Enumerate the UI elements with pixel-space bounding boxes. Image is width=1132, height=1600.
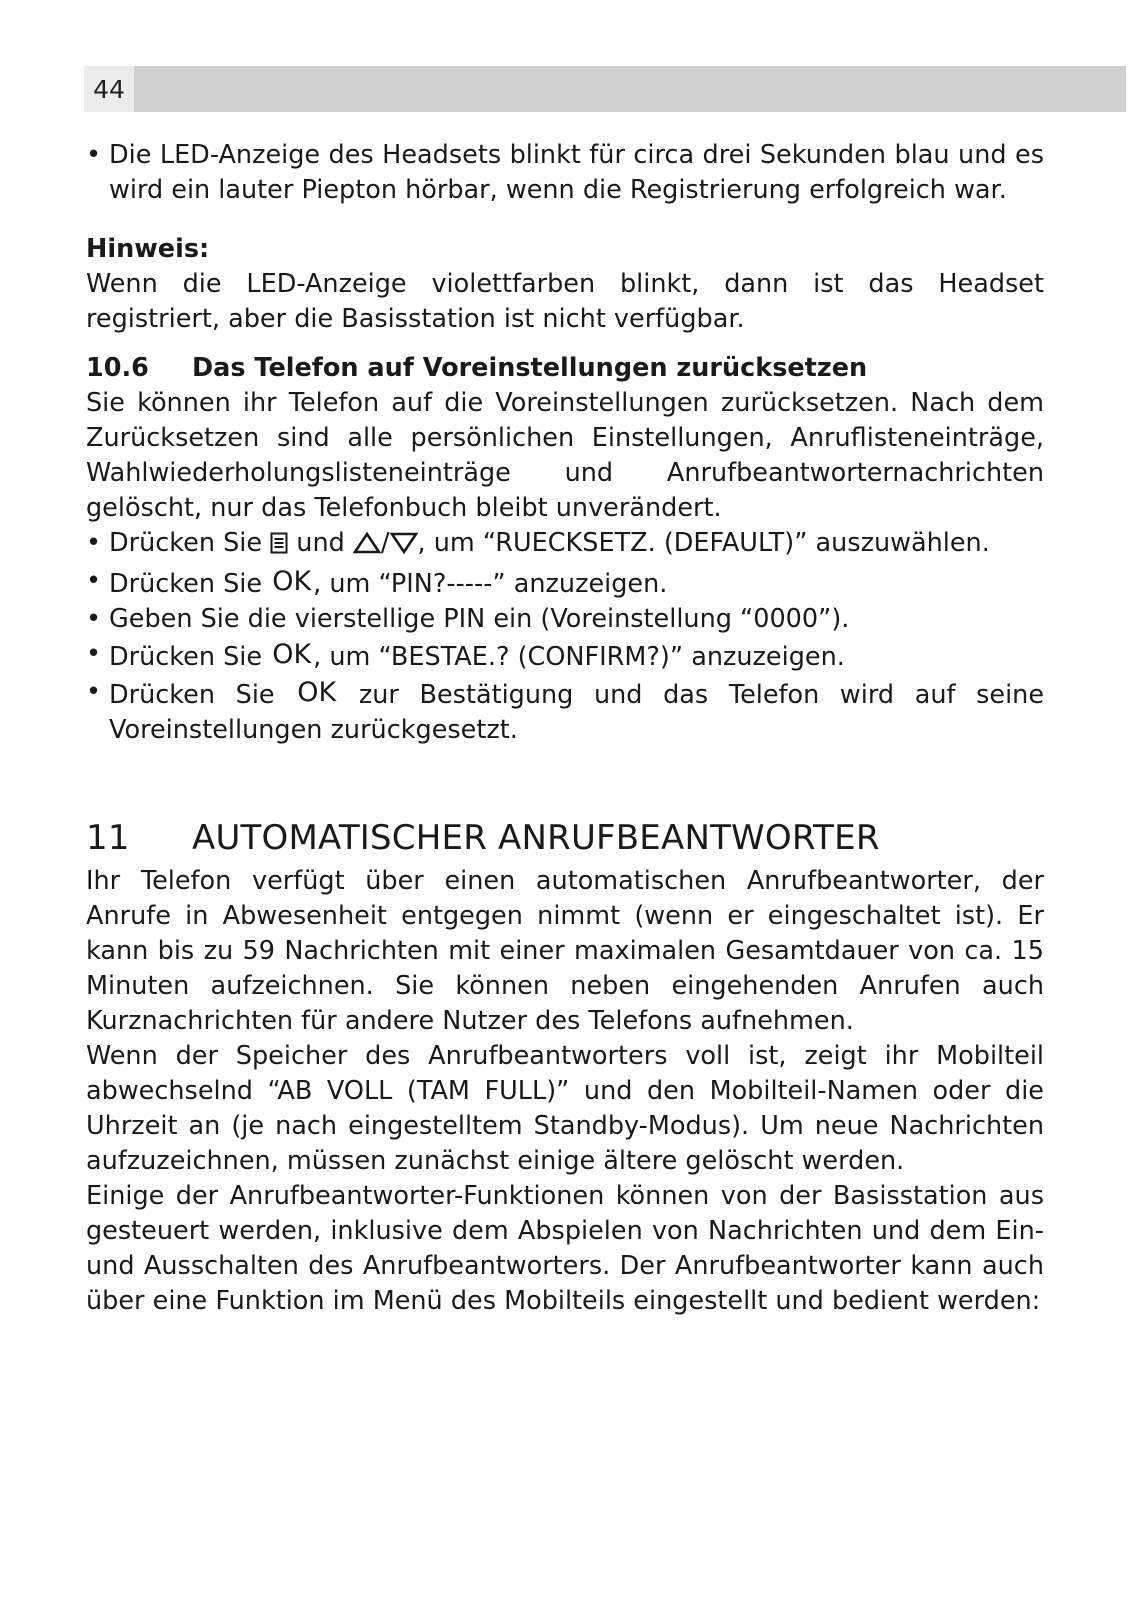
bullet-dot: • bbox=[86, 604, 102, 634]
step-5-text-b: zur Bestätigung und das Telefon wird auf seine Voreinstellungen zurückgesetzt. bbox=[109, 680, 1045, 745]
step-4 bbox=[86, 637, 1044, 675]
step-5 bbox=[86, 675, 1044, 748]
bullet-dot: • bbox=[86, 528, 102, 558]
step-5-text-a: Drücken Sie bbox=[109, 680, 296, 710]
intro-bullet bbox=[86, 138, 1044, 208]
page-content bbox=[86, 138, 1044, 1319]
chapter-paragraph-3: Einige der Anrufbeantworter-Funktionen können von der Basisstation aus gesteuert werden, inklusive dem Abspielen von Nachrichten und dem Ein- und Ausschalten des Anrufbeantworters. Der Anrufbeantworter kann auch über eine Funktion im Menü des Mobilteils eingestellt und bedient werden: bbox=[86, 1181, 1044, 1316]
menu-icon bbox=[270, 529, 288, 564]
step-1-text-a: Drücken Sie bbox=[109, 528, 271, 558]
step-1-text-b: und bbox=[288, 528, 353, 558]
header-bar bbox=[84, 66, 1126, 112]
step-1-slash: / bbox=[380, 528, 390, 558]
step-4-text-a: Drücken Sie bbox=[109, 642, 271, 672]
chapter-paragraph-1: Ihr Telefon verfügt über einen automatischen Anrufbeantworter, der Anrufe in Abwesenheit entgegen nimmt (wenn er eingeschaltet ist). Er kann bis zu 59 Nachrichten mit einer maximalen Gesamtdauer von ca. 15 Minuten aufzeichnen. Sie können neben eingehenden Anrufen auch Kurznachrichten für andere Nutzer des Telefons aufnehmen. bbox=[86, 866, 1044, 1036]
note-text: Wenn die LED-Anzeige violettfarben blinkt, dann ist das Headset registriert, aber die Basisstation ist nicht verfügbar. bbox=[86, 269, 1044, 334]
note-heading: Hinweis: bbox=[86, 234, 210, 264]
section-title: Das Telefon auf Voreinstellungen zurücksetzen bbox=[192, 353, 868, 383]
step-2-text-a: Drücken Sie bbox=[109, 569, 271, 599]
chapter-title: AUTOMATISCHER ANRUFBEANTWORTER bbox=[192, 818, 880, 858]
up-triangle-icon bbox=[353, 529, 381, 564]
step-3-text: Geben Sie die vierstellige PIN ein (Voreinstellung “0000”). bbox=[109, 604, 850, 634]
chapter-number: 11 bbox=[86, 818, 130, 858]
section-heading bbox=[86, 351, 1044, 386]
step-4-text-b: , um “BESTAE.? (CONFIRM?)” anzuzeigen. bbox=[313, 642, 845, 672]
intro-bullet-text: Die LED-Anzeige des Headsets blinkt für circa drei Sekunden blau und es wird ein lauter Piepton hörbar, wenn die Registrierung erfolgreich war. bbox=[109, 140, 1044, 205]
ok-key-icon: OK bbox=[297, 677, 337, 708]
chapter-paragraph-2: Wenn der Speicher des Anrufbeantworters voll ist, zeigt ihr Mobilteil abwechselnd “AB VOLL (TAM FULL)” und den Mobilteil-Namen oder die Uhrzeit an (je nach eingestelltem Standby-Modus). Um neue Nachrichten aufzuzeichnen, müssen zunächst einige ältere gelöscht werden. bbox=[86, 1041, 1044, 1176]
chapter-heading bbox=[86, 816, 1044, 860]
section-number: 10.6 bbox=[86, 353, 149, 383]
step-1-text-d: , um “RUECKSETZ. (DEFAULT)” auszuwählen. bbox=[417, 528, 990, 558]
down-triangle-icon bbox=[390, 529, 418, 564]
bullet-dot: • bbox=[86, 677, 102, 707]
step-2-text-b: , um “PIN?-----” anzuzeigen. bbox=[313, 569, 668, 599]
step-2 bbox=[86, 564, 1044, 602]
section-intro: Sie können ihr Telefon auf die Voreinstellungen zurücksetzen. Nach dem Zurücksetzen sind alle persönlichen Einstellungen, Anruflisteneinträge, Wahlwiederholungslisteneinträge und Anrufbeantworternachrichten gelöscht, nur das Telefonbuch bleibt unverändert. bbox=[86, 388, 1044, 523]
step-3 bbox=[86, 602, 1044, 637]
page-number: 44 bbox=[84, 66, 134, 112]
ok-key-icon: OK bbox=[272, 639, 312, 670]
bullet-dot: • bbox=[86, 639, 102, 669]
bullet-dot: • bbox=[86, 140, 102, 170]
ok-key-icon: OK bbox=[272, 566, 312, 597]
step-1 bbox=[86, 526, 1044, 564]
bullet-dot: • bbox=[86, 566, 102, 596]
